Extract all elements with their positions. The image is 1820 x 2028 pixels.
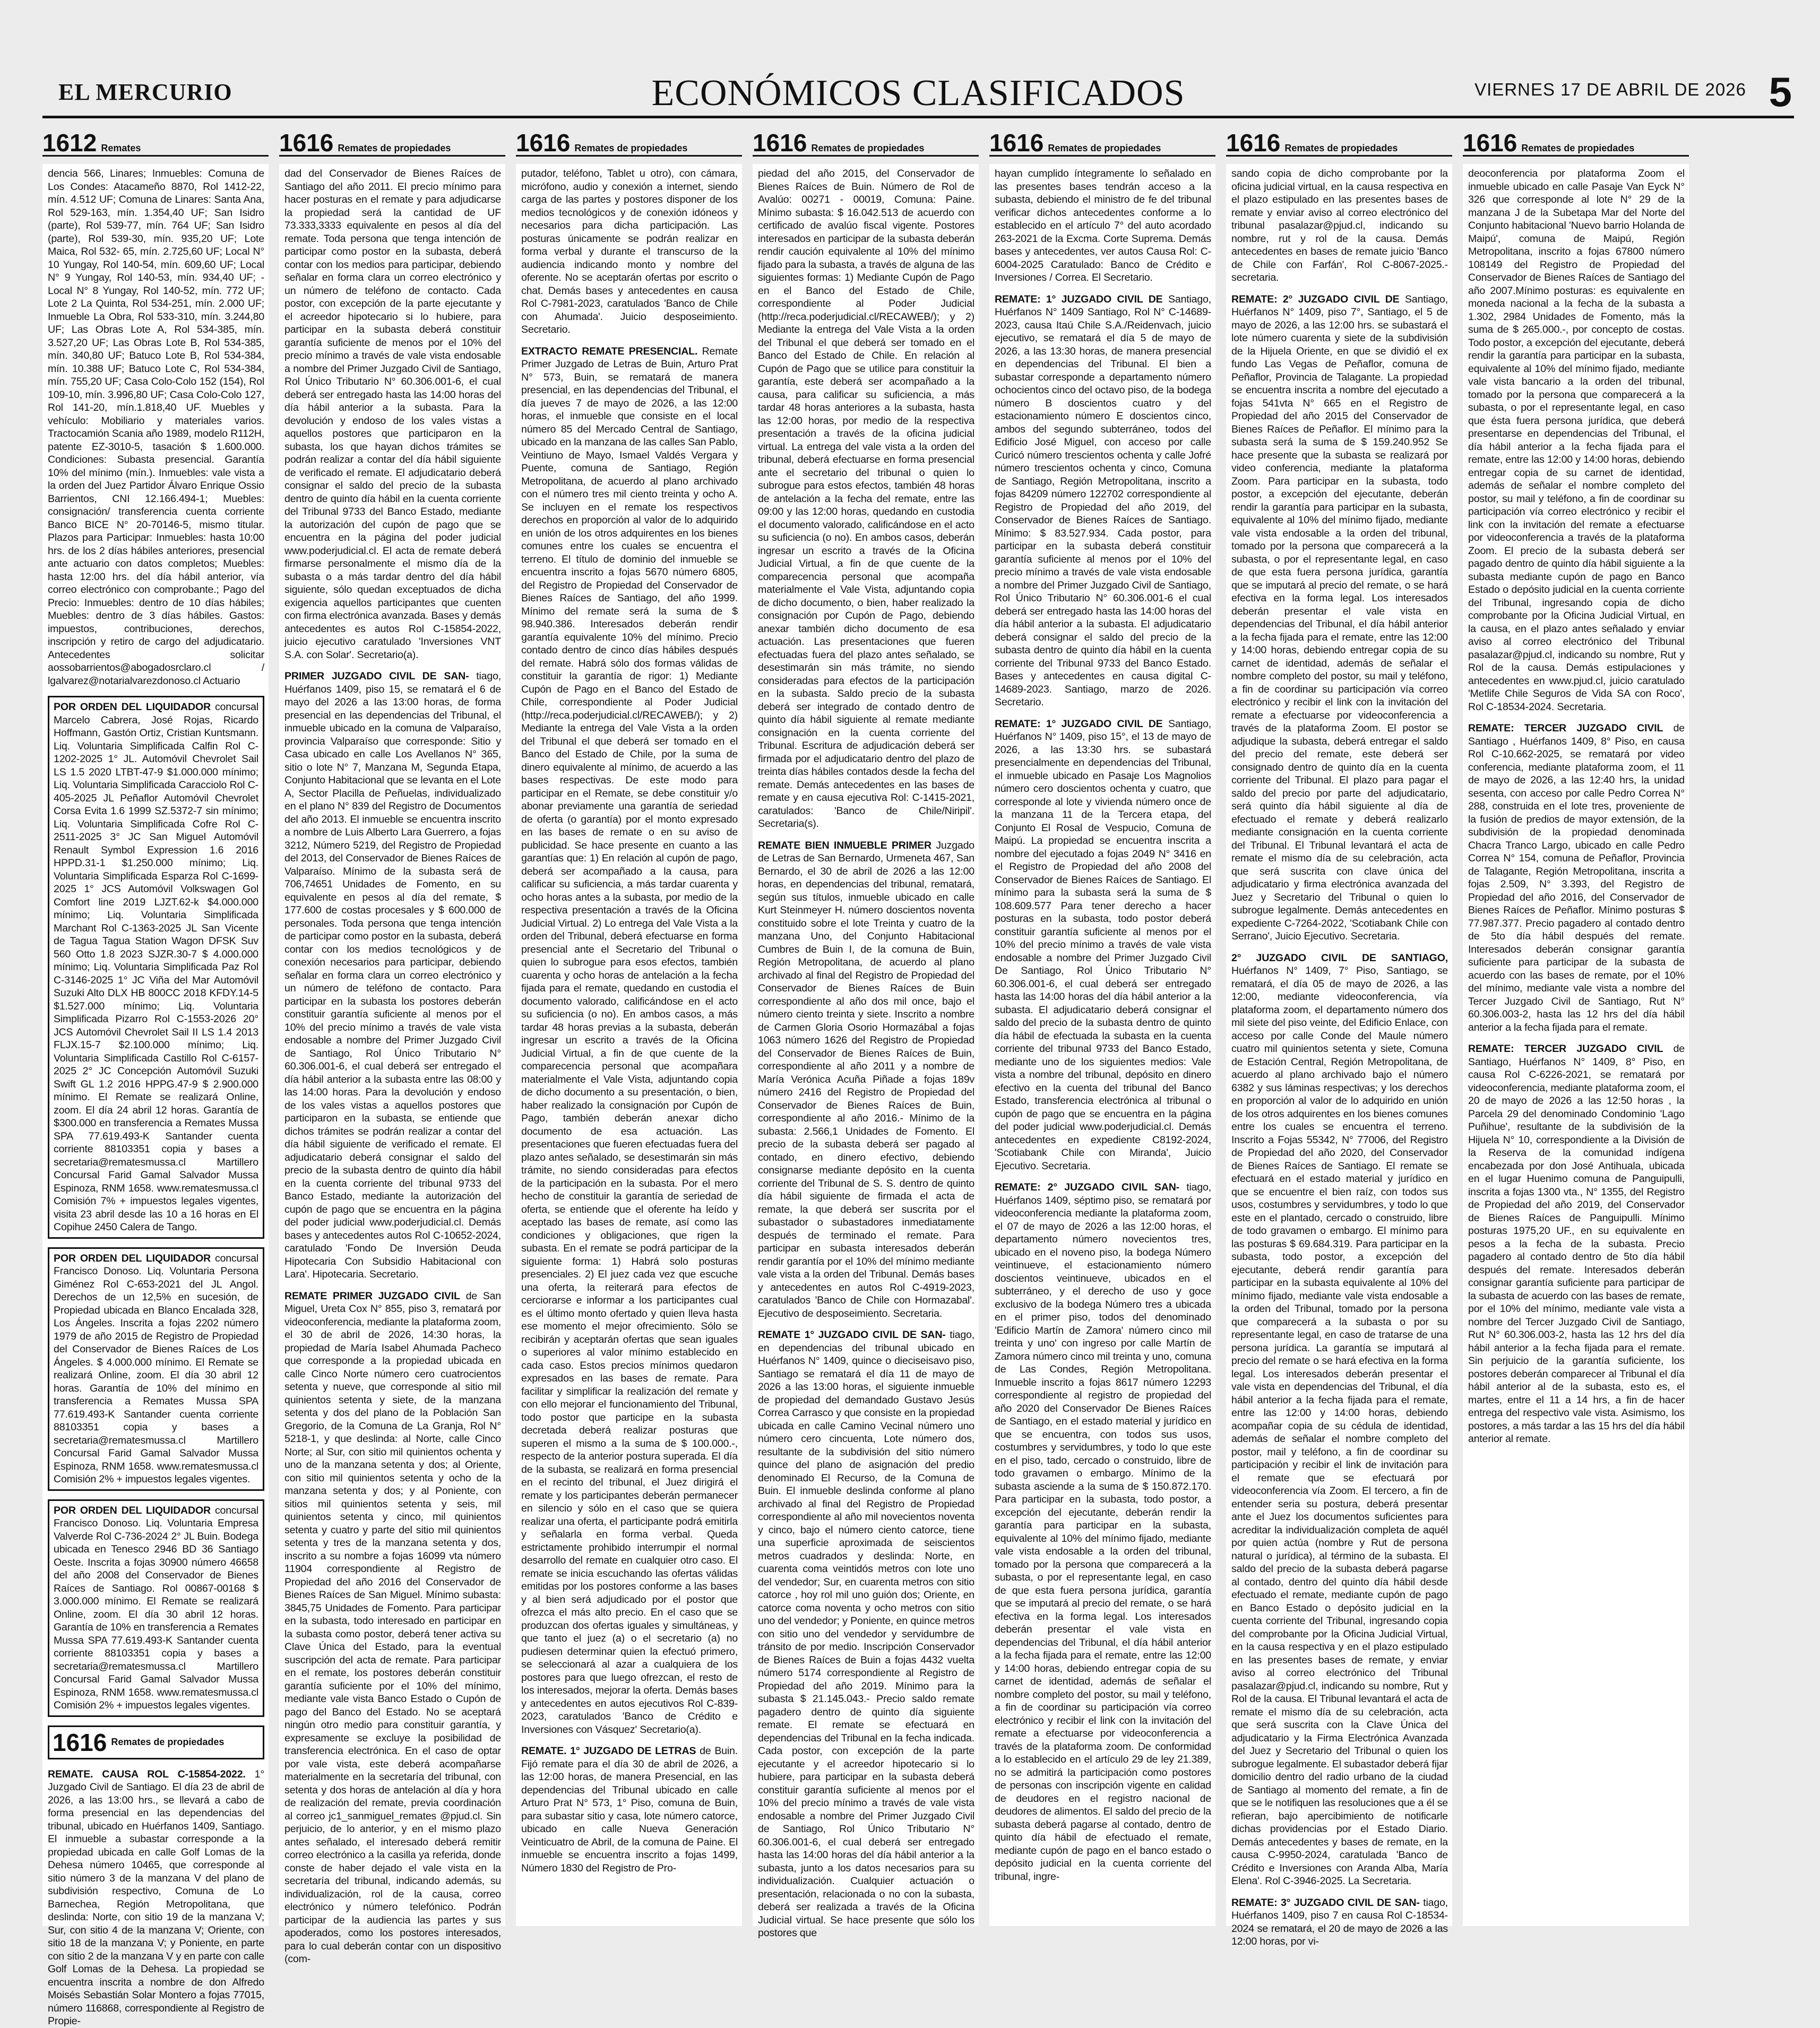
notice-heading: 2° JUZGADO CIVIL DE SANTIAGO, [1231, 952, 1448, 964]
notice-heading: PRIMER JUZGADO CIVIL DE SAN- [284, 670, 469, 682]
column-2 [279, 124, 505, 1965]
notice-text: concursal Francisco Donoso. Liq. Voluntaria Empresa Valverde Rol C-736-2024 2° JL Buin. Bodega ubicada en Tenesco 2946 BD 36 Santiago Oeste. Inscrita a fojas 30900 número 46658 del año 2008 del Conservador de Bienes Raíces de Santiago. Rol 00867-00168 $ 3.000.000 mínimo. El Remate se realizará Online, zoom. El día 30 abril 12 horas. Garantía de 10% en transferencia a Remates Mussa SPA 77.619.493-K Santander cuenta corriente 88103351 copia y bases a secretaria@rematesmussa.cl Martillero Concursal Farid Gamal Salvador Mussa Espinoza, RNM 1658. www.rematesmussa.cl Comisión 2% + impuestos legales vigentes. [54, 1504, 258, 1711]
column-body [42, 164, 269, 2027]
notice-heading: REMATE: 2° JUZGADO CIVIL DE [1231, 293, 1400, 305]
notice-heading: REMATE: TERCER JUZGADO CIVIL [1468, 722, 1663, 734]
notice [284, 670, 501, 1281]
notice-heading: REMATE: TERCER JUZGADO CIVIL [1468, 1043, 1663, 1055]
column-header [516, 124, 742, 157]
section-code: 1616 [53, 1728, 107, 1756]
notice-text: tiago, Huérfanos 1409, séptimo piso, se rematará por videoconferencia mediante la plataforma zoom, el 07 de mayo de 2026 a las 12:00 horas, el departamento número novecientos tres, ubicado en el noveno piso, la bodega Número veintinueve, el estacionamiento número doscientos veintinueve, ubicados en el subterráneo, y el derecho de uso y goce exclusivo de la bodega Número tres a ubicada en el primer piso, todos del denominado 'Edificio Martín de Zamora' número cinco mil treinta y uno' con ingreso por calle Martín de Zamora número cinco mil treinta y uno, comuna de Las Condes, Región Metropolitana. Inmueble inscrito a fojas 8617 número 12293 correspondiente al registro de propiedad del año 2020 del Conservador De Bienes Raíces de Santiago, en el estado material y jurídico en que se encuentra, con todos sus usos, costumbres y servidumbres, y todo lo que este en el piso, tado, cercado o construido, libre de todo gravamen o embargo. Mínimo de la subasta asciende a la suma de $ 150.872.170. Para participar en la subasta, todo postor, a excepción del ejecutante, deberán rendir la garantía para participar en la subasta, equivalente al 10% del mínimo fijado, mediante vale vista endosable a la orden del tribunal, tomado por la persona que comparecerá a la subasta, o por el representante legal, en caso de que esta fuera persona jurídica, garantía que se imputará al precio del remate, o se hará efectiva en la forma legal. Los interesados deberán presentar el vale vista en dependencias del Tribunal, el día hábil anterior a la fecha fijada para el remate, entre las 12:00 y 14:00 horas, debiendo entregar copia de su carnet de identidad, además de señalar el nombre completo del postor, su mail y teléfono, a fin de coordinar su participación vía correo electrónico y recibir el link con la invitación del remate a efectuarse por videoconferencia a través de la plataforma zoom. De conformidad a lo establecido en el artículo 29 de ley 21.389, no se admitirá la participación como postores de personas con inscripción vigente en calidad de deudores en el registro nacional de deudores de alimentos. El saldo del precio de la subasta deberá pagarse al contado, dentro de quinto día hábil de efectuado el remate, mediante cupón de pago en el banco estado o depósito judicial en la cuenta corriente del tribunal, ingre- [995, 1181, 1211, 1883]
notice-text: deoconferencia por plataforma Zoom el inmueble ubicado en calle Pasaje Van Eyck N° 326 que corresponde al lote N° 29 de la manzana J de la Subetapa Mar del Norte del Conjunto habitacional 'Nuevo barrio Holanda de Maipú', comuna de Maipú, Región Metropolitana, inscrito a fojas 67800 número 108149 del Registro de Propiedad del Conservador de Bienes Raíces de Santiago del año 2007.Mínimo posturas: es equivalente en moneda nacional a la fecha de la subasta a 1.302, 2984 Unidades de Fomento, más la suma de $ 265.000.-, por concepto de costas. Todo postor, a excepción del ejecutante, deberá rendir la garantía para participar en la subasta, equivalente al 10% del mínimo fijado, mediante vale vista bancario a la orden del tribunal, tomado por la persona que comparecerá a la subasta, o por el representante legal, en caso que ésta fuera persona jurídica, que deberá presentarse en dependencias del Tribunal, el día hábil anterior a la fecha fijada para el remate, entre las 12:00 y 14:00 horas, debiendo entregar copia de su carnet de identidad, además de señalar el nombre completo del postor, su mail y teléfono, a fin de coordinar su participación vía correo electrónico y recibir el link con la invitación del remate a efectuarse por videoconferencia a través de la plataforma Zoom. El precio de la subasta deberá ser pagado dentro de quinto día hábil siguiente a la subasta mediante cupón de pago en Banco Estado o depósito judicial en la cuenta corriente del Tribunal, ingresando copia de dicho comprobante por la Oficina Judicial Virtual, en la causa, en el plazo antes señalado y enviar aviso al correo electrónico del Tribunal pasalazar@pjud.cl, indicando su nombre, Rut y Rol de la causa. Demás estipulaciones y antecedentes en www.pjud.cl, juicio caratulado 'Metlife Chile Seguros de Vida SA con Roco', Rol C-18534-2024. Secretaria. [1468, 168, 1685, 713]
column-body [989, 164, 1215, 1926]
column-4 [753, 124, 979, 1939]
notice-text: Santiago, Huérfanos N° 1409, piso 15°, el 13 de mayo de 2026, a las 13:30 hrs. se subastará presencialmente en dependencias del Tribunal, el inmueble ubicado en Pasaje Los Magnolios número cero doscientos ochenta y cuatro, que corresponde al lote y vivienda número once de la manzana 11 de la Tercera etapa, del Conjunto El Rosal de Vespucio, Comuna de Maipú. La propiedad se encuentra inscrita a nombre del ejecutado a fojas 2049 N° 3416 en el Registro de Propiedad del año 2008 del Conservador de Bienes Raíces de Santiago. El mínimo para la subasta será la suma de $ 108.609.577 Para tener derecho a hacer posturas en la subasta, todo postor deberá constituir garantía suficiente al menos por el 10% del precio mínimo a través de vale vista endosable a nombre del Primer Juzgado Civil De Santiago, Rol Único Tributario N° 60.306.001-6, el cual deberá ser entregado hasta las 14:00 horas del día hábil anterior a la subasta. El adjudicatario deberá consignar el saldo del precio de la subasta dentro de quinto día hábil de efectuada la subasta en la cuenta corriente del tribunal 9733 del Banco Estado, mediante uno de los siguientes medios: Vale vista a nombre del tribunal, depósito en dinero efectivo en la cuenta del tribunal del Banco Estado, transferencia electrónica al tribunal o cupón de pago que se encuentra en la página del poder judicial www.poderjudicial.cl. Demás antecedentes en expediente C8192-2024, 'Scotiabank Chile con Miranda', Juicio Ejecutivo. Secretaria. [995, 718, 1211, 1172]
notice-text: putador, teléfono, Tablet u otro), con cámara, micrófono, audio y conexión a internet, siendo carga de las partes y postores disponer de los medios tecnológicos y de conexión idóneos y necesarios para dicha participación. Las posturas únicamente se podrán realizar en forma verbal y durante el transcurso de la audiencia indicando monto y nombre del oferente. No se aceptarán ofertas por escrito o chat. Demás bases y antecedentes en causa Rol C-7981-2023, caratulados 'Banco de Chile con Ahumada'. Juicio desposeimiento. Secretario. [521, 168, 738, 335]
column-7 [1463, 124, 1689, 1929]
column-header [1226, 124, 1452, 157]
notice [48, 1768, 264, 2028]
section-code: 1616 [753, 129, 807, 157]
section-code: 1612 [42, 129, 97, 157]
notice-text: sando copia de dicho comprobante por la oficina judicial virtual, en la causa respectiva en el plazo estipulado en las presentes bases de remate y enviar aviso al correo electrónico del tribunal pasalazar@pjud.cl, indicando su nombre, rut y rol de la causa. Demás antecedentes en bases de remate juicio 'Banco de Chile con Farfán', Rol C-8067-2025.- secretaria. [1231, 168, 1448, 283]
notice [758, 839, 974, 1321]
page-number: 5 [1769, 68, 1792, 115]
notice-text: Santiago, Huérfanos N° 1409 Santiago, Rol N° C-14689-2023, causa Itaú Chile S.A./Reidenvach, juicio ejecutivo, se rematará el día 5 de mayo de 2026, a las 13:30 horas, de manera presencial en dependencias del Tribunal. El bien a subastar corresponde a departamento número ochocientos cinco del octavo piso, de la bodega número B doscientos cuatro y del estacionamiento número E doscientos cinco, ambos del segundo subterráneo, todos del Edificio José Miguel, con acceso por calle Curicó número trescientos ochenta y calle Jofré número trescientos ochenta y cinco, Comuna de Santiago, Región Metropolitana, inscrito a fojas 84209 número 122702 correspondiente al Registro de Propiedad del año 2019, del Conservador de Bienes Raíces de Santiago. Mínimo: $ 83.527.934. Cada postor, para participar en la subasta deberá constituir garantía suficiente al menos por el 10% del precio mínimo a través de vale vista endosable a nombre del Primer Juzgado Civil de Santiago, Rol Único Tributario N° 60.306.001-6 el cual deberá ser entregado hasta las 14:00 horas del día hábil anterior a la subasta. El adjudicatario deberá consignar el saldo del precio de la subasta dentro de quinto día hábil en la cuenta corriente del Tribunal 9733 del Banco Estado. Bases y antecedentes en causa digital C-14689-2023. Santiago, marzo de 2026. Secretario. [995, 293, 1211, 708]
notice [1468, 722, 1685, 1034]
section-label: Remates de propiedades [574, 143, 688, 153]
issue-date: VIERNES 17 DE ABRIL DE 2026 [1474, 80, 1746, 99]
notice [521, 167, 738, 336]
notice-text: hayan cumplido íntegramente lo señalado en las presentes bases tendrán acceso a la subasta, debiendo el ministro de fe del tribunal verificar dichos antecedentes conforme a lo establecido en el artículo 7° del auto acordado 263-2021 de la Excma. Corte Suprema. Demás bases y antecedentes, ver autos Causa Rol: C-6004-2025 Caratulado: Banco de Crédito e Inversiones / Correa. El Secretario. [995, 168, 1211, 283]
notice [995, 1181, 1211, 1883]
section-code: 1616 [516, 129, 571, 157]
notice [1468, 1042, 1685, 1446]
notice [54, 1504, 258, 1712]
section-label: Remates de propiedades [111, 1737, 225, 1747]
column-1 [42, 124, 269, 2027]
notice-heading: REMATE: 1° JUZGADO CIVIL DE [995, 293, 1163, 305]
column-body [279, 164, 505, 1965]
section-label: Remates de propiedades [811, 143, 925, 153]
notice-text: de Santiago, Huérfanos N° 1409, 8° Piso, en causa Rol C-6226-2021, se rematará por videoconferencia, mediante plataforma zoom, el 20 de mayo de 2026 a las 12:50 horas , la Parcela 29 del denominado Condominio 'Lago Puñihue', resultante de la subdivisión de la Hijuela N° 10, correspondiente a la División de la Reserva de la comunidad indígena encabezada por don José Antihuala, ubicada en el lugar Huenimo comuna de Panguipulli, inscrita a fojas 1300 vta., N° 1355, del Registro de Propiedad del año 2019, del Conservador de Bienes Raíces de Panguipulli. Mínimo posturas 1975,20 UF., en su equivalente en pesos a la fecha de la subasta. Precio pagadero al contado dentro de 5to día hábil después del remate. Interesados deberán consignar garantía suficiente para participar de la subasta de acuerdo con las bases de remate, por el 10% del mínimo, mediante vale vista a nombre del Tercer Juzgado Civil de Santiago, Rut N° 60.306.003-2, hasta las 12 hrs del día hábil anterior a la fecha fijada para el remate. Sin perjuicio de la garantía suficiente, los postores deberán comparecer al Tribunal el día hábil anterior al de la subasta, esto es, el martes, entre el 11 a 14 hrs, a fin de hacer entrega del respectivo vale vista. Asimismo, los postores, a más tardar a las 15 hrs del día hábil anterior al remate. [1468, 1043, 1685, 1445]
notice-heading: POR ORDEN DEL LIQUIDADOR [54, 1252, 211, 1264]
section-code: 1616 [989, 129, 1044, 157]
notice-heading: POR ORDEN DEL LIQUIDADOR [54, 701, 211, 713]
column-5 [989, 124, 1215, 1929]
notice-text: Huérfanos N° 1409, 7° Piso, Santiago, se rematará, el día 05 de mayo de 2026, a las 12:00, mediante videoconferencia, vía plataforma zoom, el departamento número dos mil siete del piso veinte, del Edificio Enlace, con acceso por calle Conde del Maule número cuatro mil quinientos setenta y siete, Comuna de Estación Central, Región Metropolitana, de acuerdo al plano archivado bajo el número 6382 y sus láminas respectivas; y los derechos en proporción al valor de lo adquirido en unión de los otros adquirentes en los bienes comunes entre los cuales se encuentra el terreno. Inscrito a Fojas 55342, N° 77006, del Registro de Propiedad del año 2020, del Conservador de Bienes Raíces de Santiago. El remate se efectuará en el estado material y jurídico en que se encuentre el bien raíz, con todos sus usos, costumbres y servidumbres, y todo lo que este en el plantado, cercado o construido, libre de todo gravamen o embargo. El mínimo para las posturas $ 69.684.319. Para participar en la subasta, todo postor, a excepción del ejecutante, deberá rendir garantía para participar en la subasta equivalente al 10% del mínimo fijado, mediante vale vista endosable a la orden del Tribunal, tomado por la persona que comparecerá a la subasta o por su representante legal, en caso de tratarse de una persona jurídica. La garantía se imputará al precio del remate o se hará efectiva en la forma legal. Los interesados deberán presentar el vale vista en dependencias del Tribunal, el día hábil anterior a la fecha fijada para el remate, entre las 12:00 y 14:00 horas, debiendo acompañar copia de su cédula de identidad, además de señalar el nombre completo del postor, mail y teléfono, a fin de coordinar su participación y recibir el link de invitación para el remate que se efectuará por videoconferencia vía Zoom. El tercero, a fin de entender seria su postura, deberá presentar ante el Juez los documentos suficientes para acreditar la individualización completa de aquél por quien actúa (nombre y Rut de persona natural o jurídica), al término de la subasta. El saldo del precio de la subasta deberá pagarse al contado, dentro del quinto día hábil desde efectuado el remate, mediante cupón de pago en Banco Estado o depósito judicial en la cuenta corriente del Tribunal, ingresando copia del comprobante por la Oficina Judicial Virtual, en la causa respectiva y en el plazo estipulado en las presentes bases de remate, y enviar aviso al correo electrónico del Tribunal pasalazar@pjud.cl, indicando su nombre, Rut y Rol de la causa. El Tribunal levantará el acta de remate el mismo día de su celebración, acta que será suscrita con la Clave Única del adjudicatario y la Firma Electrónica Avanzada del Juez y Secretario del Tribunal o quien los subrogue legalmente. El subastador deberá fijar domicilio dentro del radio urbano de la ciudad de Santiago al momento del remate, a fin de que se le notifiquen las resoluciones que a él se refieran, bajo apercibimiento de notificarle dichas providencias por el Estado Diario. Demás antecedentes y bases de remate, en la causa C-9950-2024, caratulada 'Banco de Crédito e Inversiones con Aranda Alba, María Elena'. Rol C-3946-2025. La Secretaria. [1231, 965, 1448, 1887]
boxed-notice [48, 1499, 264, 1717]
notice [1231, 293, 1448, 943]
notice [54, 1252, 258, 1486]
column-body [1226, 164, 1452, 1947]
notice-text: concursal Francisco Donoso. Liq. Voluntaria Persona Giménez Rol C-653-2021 del JL Angol. Derechos de un 12,5% en sucesión, de Propiedad ubicada en Blanco Encalada 328, Los Ángeles. Inscrita a fojas 2202 número 1979 de año 2015 de Registro de Propiedad del Conservador de Bienes Raíces de Los Ángeles. $ 4.000.000 mínimo. El Remate se realizará Online, zoom. El día 30 abril 12 horas. Garantía de 10% del mínimo en transferencia a Remates Mussa SPA 77.619.493-K Santander cuenta corriente 88103351 copia y bases a secretaria@rematesmussa.cl Martillero Concursal Farid Gamal Salvador Mussa Espinoza, RNM 1658. www.rematesmussa.cl Comisión 2% + impuestos legales vigentes. [54, 1252, 258, 1485]
notice-text: 1° Juzgado Civil de Santiago. El día 23 de abril de 2026, a las 13:00 hrs., se llevará a cabo de forma presencial en las dependencias del tribunal, ubicado en Huérfanos 1409, Santiago. El inmueble a subastar corresponde a la propiedad ubicada en calle Golf Lomas de la Dehesa número 10465, que corresponde al sitio número 3 de la manzana V del plano de subdivisión respectivo, Comuna de Lo Barnechea, Región Metropolitana, que deslinda: Norte, con sitio 19 de la manzana V; Sur, con sitio 4 de la manzana V; Oriente, con sitio 18 de la manzana V; y Poniente, en parte con sitio 2 de la manzana V y en parte con calle Golf Lomas de la Dehesa. La propiedad se encuentra inscrita a nombre de don Alfredo Moisés Sebastián Solar Montero a fojas 77015, número 116868, correspondiente al Registro de Propie- [48, 1768, 264, 2027]
column-6 [1226, 124, 1452, 1947]
column-header [989, 124, 1215, 157]
notice-text: dencia 566, Linares; Inmuebles: Comuna de Los Condes: Atacameño 8870, Rol 1412-22, mín. 4.512 UF; Comuna de Linares: Santa Ana, Rol 529-163, mín. 1.354,40 UF; San Isidro (parte), Rol 539-77, mín. 764 UF; San Isidro (parte), Rol 539-30, mín. 935,20 UF; Lote Maica, Rol 532- 65, mín. 2.725,60 UF; Local N° 10 Yungay, Rol 140-54, mín. 609,60 UF; Local N° 9 Yungay, Rol 140-53, mín. 934,40 UF; - Local N° 8 Yungay, Rol 140-52, mín. 772 UF; Lote 2 La Quinta, Rol 534-251, mín. 2.000 UF; Inmueble La Obra, Rol 533-310, mín. 3.244,80 UF; Las Obras Lote A, Rol 534-385, mín. 3.527,20 UF; Las Obras Lote B, Rol 534-385, mín. 340,80 UF; Batuco Lote B, Rol 534-384, mín. 10.388 UF; Batuco Lote C, Rol 534-384, mín. 755,20 UF; Casa Colo-Colo 152 (154), Rol 109-10, mín. 3.996,80 UF; Casa Colo-Colo 127, Rol 141-20, mín.1.818,40 UF. Muebles y vehículo: Mobiliario y materiales varios. Tractocamión Scania año 1989, modelo R112H, patente EZ-3010-5, tasación $ 1.600.000. Condiciones: Subasta presencial. Garantía 10% del mínimo (mín.). Inmuebles: vale vista a la orden del Juez Partidor Álvaro Enrique Ossio Barrientos, CNI 12.166.494-1; Muebles: consignación/ transferencia cuenta corriente Banco BICE N° 20-70146-5, mismo titular. Plazos para Participar: Inmuebles: hasta 10:00 hrs. de los 2 días hábiles anteriores, presencial ante actuario con datos completos; Muebles: hasta 12:00 hrs. del día hábil anterior, vía correo electrónico con comprobante.; Pago del Precio: Inmuebles: dentro de 10 días hábiles; Muebles: dentro de 3 días hábiles. Gastos: impuestos, contribuciones, derechos, inscripción y retiro de cargo del adjudicatario. Antecedentes solicitar aossobarrientos@abogadosrclaro.cl / lgalvarez@notarialvarezdonoso.cl Actuario [48, 168, 264, 687]
notice [521, 345, 738, 1737]
section-label: Remates [101, 143, 141, 153]
notice-heading: REMATE. CAUSA ROL C-15854-2022. [48, 1768, 246, 1780]
section-code: 1616 [1463, 129, 1517, 157]
notice-heading: EXTRACTO REMATE PRESENCIAL. [521, 345, 698, 357]
notice-text: Santiago, Huérfanos N° 1409, piso 7°, Santiago, el 5 de mayo de 2026, a las 12:00 hrs. se subastará el lote número cuarenta y siete de la subdivisión de la Hijuela Oriente, en que se dividió el ex fundo Las Vegas de Peñaflor, comuna de Peñaflor, Provincia de Talagante. La propiedad se encuentra inscrita a nombre del ejecutado a fojas 541vta N° 665 en el Registro de Propiedad del año 2015 del Conservador de Bienes Raíces de Peñaflor. El mínimo para la subasta será la suma de $ 159.240.952 Se hace presente que la subasta se realizará por video conferencia, mediante la plataforma Zoom. Para participar en la subasta, todo postor, a excepción del ejecutante, deberán rendir la garantía para participar en la subasta, equivalente al 10% del mínimo fijado, mediante vale vista endosable a la orden del tribunal, tomado por la persona que comparecerá a la subasta, o por el representante legal, en caso de que esta fuera persona jurídica, garantía que se imputará al precio del remate, o se hará efectiva en la forma legal. Los interesados deberán presentar el vale vista en dependencias del Tribunal, el día hábil anterior a la fecha fijada para el remate, entre las 12:00 y 14:00 horas, debiendo entregar copia de su carnet de identidad, además de señalar el nombre completo del postor, su mail y teléfono, a fin de coordinar su participación vía correo electrónico y recibir el link con la invitación del remate a efectuarse por videoconferencia a través de la plataforma Zoom. El postor se adjudique la subasta, deberá entregar el saldo del precio del remate, este deberá ser consignado dentro de quinto día en la cuenta corriente del Tribunal. El plazo para pagar el saldo del precio por parte del adjudicatario, será quinto día hábil siguiente al día de efectuado el remate y deberá realizarlo mediante consignación en la cuenta corriente del Tribunal. El Tribunal levantará el acta de remate el mismo día de su celebración, acta que será suscrita con clave única del adjudicatario y firma electrónica avanzada del Juez y Secretario del Tribunal o quien lo subrogue legalmente. Demás antecedentes en expediente C-7264-2022, 'Scotiabank Chile con Serrano', Juicio Ejecutivo. Secretaria. [1231, 293, 1448, 942]
notice [1231, 1896, 1448, 1948]
classifieds-columns [42, 124, 1794, 2027]
notice [284, 167, 501, 661]
column-header [1463, 124, 1689, 157]
section-code: 1616 [1226, 129, 1281, 157]
boxed-notice [48, 1247, 264, 1491]
section-code: 1616 [279, 129, 334, 157]
column-header [753, 124, 979, 157]
notice [758, 167, 974, 831]
notice-text: tiago, en dependencias del tribunal ubicado en Huérfanos N° 1409, quince o dieciseisavo piso, Santiago se rematará el día 11 de mayo de 2026 a las 13:00 horas, el siguiente inmueble de propiedad del demandado Gustavo Jesús Correa Carrasco y que consiste en la propiedad ubicada en calle Camino Vecinal número uno número cero cincuenta, Lote número dos, resultante de la subdivisión del sitio número quince del plano de asignación del predio denominado El Recurso, de la Comuna de Buin. El inmueble deslinda conforme al plano archivado al final del Registro de Propiedad correspondiente al año mil novecientos noventa y cinco, bajo el número ciento catorce, tiene una superficie aproximada de seiscientos metros cuadrados y deslinda: Norte, en cuarenta coma veintidós metros con lote uno del vendedor; Sur, en cuarenta metros con sitio catorce , hoy rol mil uno guión dos; Oriente, en catorce coma noventa y ocho metros con sitio uno del vendedor; y Poniente, en quince metros con sitio uno del vendedor y servidumbre de tránsito de por medio. Inscripción Conservador de Bienes Raíces de Buin a fojas 4432 vuelta número 5174 correspondiente al Registro de Propiedad del año 2019. Mínimo para la subasta $ 21.145.043.- Precio saldo remate pagadero dentro de quinto día siguiente remate. El remate se efectuará en dependencias del Tribunal en la fecha indicada. Cada postor, con excepción de la parte ejecutante y el acreedor hipotecario si lo hubiere, para participar en la subasta deberá constituir garantía suficiente al menos por el 10% del precio mínimo a través de vale vista endosable a nombre del Primer Juzgado Civil de Santiago, Rol Único Tributario N° 60.306.001-6, el cual deberá ser entregado hasta las 14:00 horas del día hábil anterior a la subasta, junto a los datos necesarios para su individualización. Cualquier actuación o presentación, relacionada o no con la subasta, deberá ser realizada a través de la Oficina Judicial virtual. Se hace presente que sólo los postores que [758, 1329, 974, 1939]
notice-text: de Santiago , Huérfanos 1409, 8° Piso, en causa Rol C-10.662-2025, se rematará por video conferencia, mediante plataforma zoom, el 11 de mayo de 2026, a las 12:40 hrs, la unidad sesenta, con acceso por calle Pedro Correa N° 288, construida en el lote tres, proveniente de la fusión de predios de mayor extensión, de la subdivisión de la propiedad denominada Chacra Tranco Largo, ubicado en calle Pedro Correa N° 154, comuna de Peñaflor, Provincia de Talagante, Región Metropolitana, inscrita a fojas 2.509, N° 3.393, del Registro de Propiedad del año 2016, del Conservador de Bienes Raíces de Peñaflor. Mínimo posturas $ 77.987.377. Precio pagadero al contado dentro de 5to día hábil después del remate. Interesados deberán consignar garantía suficiente para participar de la subasta de acuerdo con las bases de remate, por el 10% del mínimo, mediante vale vista a nombre del Tercer Juzgado Civil de Santiago, Rut N° 60.306.003-2, hasta las 12 hrs del día hábil anterior a la fecha fijada para el remate. [1468, 722, 1685, 1033]
section-label: Remates de propiedades [338, 143, 451, 153]
section-title: ECONÓMICOS CLASIFICADOS [651, 73, 1185, 114]
notice-heading: REMATE: 3° JUZGADO CIVIL DE SAN- [1231, 1896, 1420, 1909]
notice [521, 1745, 738, 1875]
notice [54, 701, 258, 1234]
newspaper-name: EL MERCURIO [58, 79, 232, 105]
boxed-notice [48, 696, 264, 1239]
notice-text: dad del Conservador de Bienes Raíces de Santiago del año 2011. El precio mínimo para hacer posturas en el remate y para adjudicarse la propiedad será la cantidad de UF 73.333,3333 equivalente en pesos al día del remate. Toda persona que tenga intención de participar como postor en la subasta, deberá contar con los medios para participar, debiendo señalar en forma clara un correo electrónico y un número de teléfono de contacto. Cada postor, con excepción de la parte ejecutante y el acreedor hipotecario si lo hubiere, para participar en la subasta deberá constituir garantía suficiente de menos por el 10% del precio mínimo a través de vale vista endosable a nombre del Primer Juzgado Civil de Santiago, Rol Único Tributario N° 60.306.001-6, el cual deberá ser entregado hasta las 14:00 horas del día hábil anterior a la subasta. Para la devolución y endoso de los vales vistas a aquellos postores que participaron en la subasta, los que hayan dichos trámites se podrán realizar a contar del día hábil siguiente de verificado el remate. El adjudicatario deberá consignar el saldo del precio de la subasta dentro de quinto día hábil en la cuenta corriente del Tribunal 9733 del Banco Estado, mediante la autorización del cupón de pago que se encuentra en la página del poder judicial www.poderjudicial.cl. El acta de remate deberá firmarse personalmente el mismo día de la subasta o a más tardar dentro del día hábil siguiente, sólo quedan exceptuados de dicha exigencia aquellos participantes que cuenten con firma electrónica avanzada. Bases y demás antecedentes es autos Rol C-15854-2022, juicio ejecutivo caratulado 'Inversiones VNT S.A. con Solar'. Secretario(a). [284, 168, 501, 661]
inset-section-header [48, 1725, 264, 1759]
notice-heading: REMATE: 1° JUZGADO CIVIL DE [995, 718, 1163, 730]
notice-heading: REMATE 1° JUZGADO CIVIL DE SAN- [758, 1329, 946, 1341]
notice-text: Remate Primer Juzgado de Letras de Buin, Arturo Prat N° 573, Buin, se rematará de manera presencial, en las dependencias del Tribunal, el día jueves 7 de mayo de 2026, a las 12:00 horas, el inmueble que consiste en el local número 85 del Mercado Central de Santiago, ubicado en la manzana de las calles San Pablo, Veintiuno de Mayo, Ismael Valdés Vergara y Puente, comuna de Santiago, Región Metropolitana, de acuerdo al plano archivado con el número tres mil ciento treinta y ocho A. Se incluyen en el remate los respectivos derechos en proporción al valor de lo adquirido en unión de los otros adquirentes en los bienes comunes entre los cuales se encuentra el terreno. El título de dominio del inmueble se encuentra inscrito a fojas 5670 número 6805, del Registro de Propiedad del Conservador de Bienes Raíces de Santiago, del año 1999. Mínimo del remate será la suma de $ 98.940.386. Interesados deberán rendir garantía equivalente 10% del mínimo. Precio contado dentro de cinco días hábiles después del remate. Habrá sólo dos formas válidas de constituir la garantía de rigor: 1) Mediante Cupón de Pago en el Banco del Estado de Chile, correspondiente al Poder Judicial (http://reca.poderjudicial.cl/RECAWEB/); y 2) Mediante la entrega del Vale Vista a la orden del Tribunal el que deberá ser tomado en el Banco del Estado de Chile, por la suma de dinero equivalente al mínimo, de acuerdo a las bases respectivas. De este modo para participar en el Remate, se debe constituir y/o abonar previamente una garantía de seriedad de oferta (o garantía) por el monto expresado en las bases de remate o en su aviso de publicidad. Se hace presente en cuanto a las garantías que: 1) En relación al cupón de pago, deberá ser acompañado a la causa, para calificar su suficiencia, a más tardar cuarenta y ocho horas antes a la subasta, por medio de la respectiva presentación a través de la Oficina Judicial Virtual. 2) Lo entrega del Vale Vista a la orden del Tribunal, deberá efectuarse en forma presencial ante el Secretario del Tribunal o quien lo subrogue para esos efectos, también cuarenta y ocho horas de antelación a la fecha fijada para el remate, quedando en custodia el documento valorado, calificándose en el acto su suficiencia (o no). En ambos casos, a más tardar 48 horas previas a la subasta, deberán ingresar un escrito a través de la Oficina Judicial Virtual, a fin de que cuente de la comparecencia personal que acompañara materialmente el Vale Vista, adjuntando copia de dicho documento a su presentación, o bien, haber realizado la consignación por Cupón de Pago, también deberán anexar dicho documento de esa actuación. Las presentaciones que fueren efectuadas fuera del plazo antes señalado, se desestimarán sin más trámite, no siendo consideradas para efectos de la participación en la subasta. Por el mero hecho de constituir la garantía de seriedad de oferta, se entiende que el oferente ha leído y aceptado las bases de remate, así como las condiciones y obligaciones, que rigen la subasta. En el remate se podrá participar de la siguiente forma: 1) Habrá solo posturas presenciales. 2) El juez cada vez que escuche una oferta, la reiterará para efectos de cerciorarse e informar a los participantes cual es el último monto ofertado y quien lleva hasta ese momento el mejor ofrecimiento. Sólo se recibirán y aceptarán ofertas que sean iguales o superiores al valor mínimo establecido en cada caso. Estos precios mínimos quedaron expresados en las bases de remate. Para facilitar y simplificar la realización del remate y con ello mejorar el funcionamiento del Tribunal, todo postor que participe en la subasta decretada deberá realizar posturas que superen el mismo a la suma de $ 100.000.-, respecto de la anterior postura superada. El día de la subasta, se realizará en forma presencial en el recinto del tribunal, el Juez dirigirá el remate y los participantes deberán permanecer en silencio y sólo en el caso que se quiera realizar una oferta, el participante podrá emitirla y señalarla en forma verbal. Queda estrictamente prohibido interrumpir el normal desarrollo del remate en cualquier otro caso. El remate se inicia escuchando las ofertas válidas emitidas por los postores conforme a las bases y al bien será adjudicado por el postor que ofrezca el más alto precio. En el caso que se produzcan dos ofertas iguales y simultáneas, y que tanto el juez (a) o el secretario (a) no pudiesen determinar quien la efectuó primero, se seleccionará al azar a cualquiera de los postores para que luego ofrezcan, el resto de los interesados, mejorar la oferta. Demás bases y antecedentes en autos ejecutivos Rol C-839-2023, caratulados 'Banco de Crédito e Inversiones con Vásquez' Secretario(a). [521, 345, 738, 1736]
notice-heading: REMATE. 1° JUZGADO DE LETRAS [521, 1745, 696, 1757]
notice-heading: REMATE BIEN INMUEBLE PRIMER [758, 839, 931, 851]
notice-text: de San Miguel, Ureta Cox N° 855, piso 3, rematará por videoconferencia, mediante la plataforma zoom, el 30 de abril de 2026, 14:30 horas, la propiedad de María Isabel Ahumada Pacheco que corresponde a la propiedad ubicada en calle Cinco Norte número cero cuatrocientos setenta y nueve, que corresponde al sitio mil quinientos setenta y siete, de la manzana setenta y dos del plano de la Población San Gregorio, de la Comuna de La Granja, Rol N° 5218-1, y que deslinda: al Norte, calle Cinco Norte; al Sur, con sitio mil quinientos ochenta y uno de la manzana setenta y dos; al Oriente, con sitio mil quinientos setenta y ocho de la manzana setenta y dos; y al Poniente, con sitios mil quinientos setenta y seis, mil quinientos setenta y cinco, mil quinientos setenta y cuatro y parte del sitio mil quinientos setenta y tres de la manzana setenta y dos, inscrito a su nombre a fojas 16099 vta número 11904 correspondiente al Registro de Propiedad del año 2016 del Conservador de Bienes Raíces de San Miguel. Mínimo subasta: 3845,75 Unidades de Fomento. Para participar en la subasta, todo interesado en participar en la subasta como postor, deberá tener activa su Clave Única del Estado, para la eventual suscripción del acta de remate. Para participar en el remate, los postores deberán constituir garantía suficiente por el 10% del mínimo, mediante vale vista Banco Estado o Cupón de pago del Banco del Estado. No se aceptará ningún otro medio para constituir garantía, y expresamente se excluye la posibilidad de transferencia electrónica. En el caso de optar por vale vista, este deberá acompañarse materialmente en la secretaría del tribunal, con setenta y dos horas de antelación al día y hora de realización del remate, previa coordinación al correo jc1_sanmiguel_remates @pjud.cl. Sin perjuicio, de lo anterior, y en el mismo plazo antes señalado, el interesado deberá remitir correo electrónico a la casilla ya referida, donde conste de haber dejado el vale vista en la secretaría del tribunal, indicando además, su individualización, rol de la causa, correo electrónico y número telefónico. Podrán participar de la audiencia las partes y sus apoderados, como los postores interesados, para lo cual deberán contar con un dispositivo (com- [284, 1290, 502, 1965]
notice [995, 167, 1211, 284]
notice-text: Juzgado de Letras de San Bernardo, Urmeneta 467, San Bernardo, el 30 de abril de 2026 a las 12:00 horas, en dependencias del tribunal, rematará, según sus títulos, inmueble ubicado en calle Kurt Steinmeyer H. número doscientos noventa constituido sobre el lote Treinta y cuatro de la manzana Uno, del Conjunto Habitacional Cumbres de Buin I, de la comuna de Buin, Región Metropolitana, de acuerdo al plano archivado al final del Registro de Propiedad del Conservador de Bienes Raíces de Buin correspondiente al año dos mil once, bajo el número ciento treinta y siete. Inscrito a nombre de Carmen Gloria Osorio Hormazábal a fojas 1063 número 1626 del Registro de Propiedad del Conservador de Bienes Raíces de Buin, correspondiente al año 2011 y a nombre de María Verónica Acuña Piñade a fojas 189v número 2416 del Registro de Propiedad del Conservador de Bienes Raíces de Buin, correspondiente al año 2016.- Mínimo de la subasta: 2.566,1 Unidades de Fomento. El precio de la subasta deberá ser pagado al contado, en dinero efectivo, debiendo consignarse mediante depósito en la cuenta corriente del Tribunal de S. S. dentro de quinto día hábil siguiente de firmada el acta de remate, la que deberá ser suscrita por el subastador o subastadores inmediatamente después de terminado el remate. Para participar en subasta interesados deberán rendir garantía por el 10% del mínimo mediante vale vista a la orden del Tribunal. Demás bases y antecedentes en autos Rol C-4919-2023, caratulados 'Banco de Chile con Hormazabal'. Ejecutivo de desposeimiento. Secretaria. [758, 839, 974, 1319]
notice-heading: REMATE: 2° JUZGADO CIVIL SAN- [995, 1181, 1179, 1193]
notice-text: concursal Marcelo Cabrera, José Rojas, Ricardo Hoffmann, Gastón Ortiz, Cristian Kuntsmann. Liq. Voluntaria Simplificada Calfin Rol C-1202-2025 1° JL. Automóvil Chevrolet Sail LS 1.5 2020 LTBT-47-9 $1.000.000 mínimo; Liq. Voluntaria Simplificada Caracciolo Rol C-405-2025 JL Peñaflor Automóvil Chevrolet Corsa Evita 1.6 1999 SZ.5372-7 sin mínimo; Liq. Voluntaria Simplificada Cofre Rol C-2511-2025 3° JC San Miguel Automóvil Renault Symbol Expression 1.6 2016 HPPD.31-1 $1.250.000 mínimo; Liq. Voluntaria Simplificada Esparza Rol C-1699-2025 1° JCS Automóvil Volkswagen Gol Comfort line 2019 LJZT.62-k $4.000.000 mínimo; Liq. Voluntaria Simplificada Marchant Rol C-1363-2025 JL San Vicente de Tagua Tagua Station Wagon DFSK Suv 560 Otto 1.8 2023 SJZR.30-7 $ 4.000.000 mínimo; Liq. Voluntaria Simplificada Paz Rol C-3146-2025 1° JC Viña del Mar Automóvil Suzuki Alto DLX HB 800CC 2018 KFDY.14-5 $1.527.000 mínimo; Liq. Voluntaria Simplificada Pizarro Rol C-1553-2026 20° JCS Automóvil Chevrolet Sail II LS 1.4 2013 FLJX.15-7 $2.100.000 mínimo; Liq. Voluntaria Simplificada Castillo Rol C-6157-2025 2° JC Concepción Automóvil Suzuki Swift GL 1.2 2016 HPPG.47-9 $ 2.900.000 mínimo. El Remate se realizará Online, zoom. El día 24 abril 12 horas. Garantía de $300.000 en transferencia a Remates Mussa SPA 77.619.493-K Santander cuenta corriente 88103351 copia y bases a secretaria@rematesmussa.cl Martillero Concursal Farid Gamal Salvador Mussa Espinoza, RNM 1658. www.rematesmussa.cl Comisión 7% + impuestos legales vigentes, visita 23 abril desde las 10 a 16 horas en El Copihue 2450 Calera de Tango. [54, 701, 258, 1233]
column-header [279, 124, 505, 157]
notice [1468, 167, 1685, 713]
section-label: Remates de propiedades [1048, 143, 1161, 153]
notice [1231, 167, 1448, 284]
section-label: Remates de propiedades [1521, 143, 1635, 153]
notice [1231, 952, 1448, 1888]
column-3 [516, 124, 742, 1929]
notice [995, 293, 1211, 709]
notice-heading: REMATE PRIMER JUZGADO CIVIL [284, 1290, 460, 1302]
notice-text: tiago, Huérfanos 1409, piso 15, se rematará el 6 de mayo del 2026 a las 13:00 horas, de forma presencial en las dependencias del Tribunal, el inmueble ubicado en la comuna de Valparaíso, provincia Valparaíso que corresponde: Sitio y Casa ubicado en calle Los Avellanos N° 365, sitio o lote N° 7, Manzana M, Segunda Etapa, Conjunto Habitacional que se levanta en el Lote A, Sector Placilla de Peñuelas, individualizado en el plano N° 839 del Registro de Documentos del año 2013. El inmueble se encuentra inscrito a nombre de Luis Alberto Lara Guerrero, a fojas 3212, Número 5219, del Registro de Propiedad del 2013, del Conservador de Bienes Raíces de Valparaíso. Mínimo de la subasta será de 706,74651 Unidades de Fomento, en su equivalente en pesos al día del remate, $ 177.600 de costas procesales y $ 600.000 de personales. Toda persona que tenga intención de participar como postor en la subasta, deberá contar con los medios tecnológicos y de conexión necesarios para participar, debiendo señalar en forma clara un correo electrónico y un número de teléfono de contacto. Para participar en la subasta los postores deberán constituir garantía suficiente al menos por el 10% del precio mínimo a través de vale vista endosable a nombre del Primer Juzgado Civil de Santiago, Rol Único Tributario N° 60.306.001-6, el cual deberá ser entregado el día hábil anterior a la subasta entre las 08:00 y las 14:00 horas. Para la devolución y endoso de los vales vistas a aquellos postores que participaron en la subasta, se entiende que dichos trámites se podrán realizar a contar del día hábil siguiente de verificado el remate. El adjudicatario deberá consignar el saldo del precio de la subasta dentro de quinto día hábil en la cuenta corriente del tribunal 9733 del Banco Estado, mediante la autorización del cupón de pago que se encuentra en la página del poder judicial www.poderjudicial.cl. Demás bases y antecedentes autos Rol C-10652-2024, caratulado 'Fondo De Inversión Deuda Hipotecaria Con Subsidio Habitacional con Lara'. Hipotecaria. Secretario. [284, 670, 502, 1280]
masthead [42, 68, 1794, 118]
column-header [42, 124, 269, 157]
column-body [1463, 164, 1689, 1926]
notice-heading: POR ORDEN DEL LIQUIDADOR [54, 1504, 211, 1516]
notice [48, 167, 264, 687]
column-body [753, 164, 979, 1939]
notice [758, 1328, 974, 1940]
notice [995, 718, 1211, 1173]
notice-text: piedad del año 2015, del Conservador de Bienes Raíces de Buin. Número de Rol de Avalúo: 00271 - 00019, Comuna: Paine. Mínimo subasta: $ 16.042.513 de acuerdo con certificado de avalúo fiscal vigente. Postores interesados en participar de la subasta deberán rendir caución equivalente al 10% del mínimo fijado para la subasta, a través de alguna de las siguientes formas: 1) Mediante Cupón de Pago en el Banco del Estado de Chile, correspondiente al Poder Judicial (http://reca.poderjudicial.cl/RECAWEB/); y 2) Mediante la entrega del Vale Vista a la orden del Tribunal el que deberá ser tomado en el Banco del Estado de Chile. En relación al Cupón de Pago que se utilice para constituir la garantía, este deberá ser acompañado a la causa, para calificar su suficiencia, a más tardar 48 horas anteriores a la subasta, hasta las 12:00 horas, por medio de la respectiva presentación a través de la oficina judicial virtual. La entrega del vale vista a la orden del tribunal, deberá efectuarse en forma presencial ante el secretario del tribunal o quien lo subrogue para estos efectos, también 48 horas de antelación a la fecha del remate, entre las 09:00 y las 12:00 horas, quedando en custodia el documento valorado, calificándose en el acto su suficiencia (o no). En ambos casos, deberán ingresar un escrito a través de la Oficina Judicial Virtual, a fin de que cuente de la comparecencia personal que acompaña materialmente el Vale Vista, adjuntando copia de dicho documento, o bien, haber realizado la consignación por Cupón de Pago, debiendo anexar también dicho documento de esa actuación. Las presentaciones que fueren efectuadas fuera del plazo antes señalado, se desestimarán sin más trámite, no siendo consideradas para efectos de la participación en la subasta. Saldo precio de la subasta deberá ser integrado de contado dentro de quinto día hábil siguiente al remate mediante consignación en la cuenta corriente del Tribunal. Escritura de adjudicación deberá ser firmada por el adjudicatario dentro del plazo de treinta días hábiles contados desde la fecha del remate. Demás antecedentes en las bases de remate y en causa ejecutiva Rol: C-1415-2021, caratulados: 'Banco de Chile/Niripil'. Secretaria(s). [758, 168, 974, 830]
section-label: Remates de propiedades [1284, 143, 1398, 153]
notice [284, 1290, 501, 1966]
notice-text: tiago, Huérfanos 1409, piso 7 en causa Rol C-18534-2024 se rematará, el 20 de mayo de 2026 a las 12:00 horas, por vi- [1231, 1896, 1448, 1947]
column-body [516, 164, 742, 1926]
notice-text: de Buin. Fijó remate para el día 30 de abril de 2026, a las 12:00 horas, de manera Presencial, en las dependencias del Tribunal ubicado en calle Arturo Prat N° 573, 1° Piso, comuna de Buin, para subastar sitio y casa, lote número catorce, ubicado en calle Nueva Generación Veinticuatro de Abril, de la comuna de Paine. El inmueble se encuentra inscrito a fojas 1499, Número 1830 del Registro de Pro- [521, 1745, 738, 1874]
